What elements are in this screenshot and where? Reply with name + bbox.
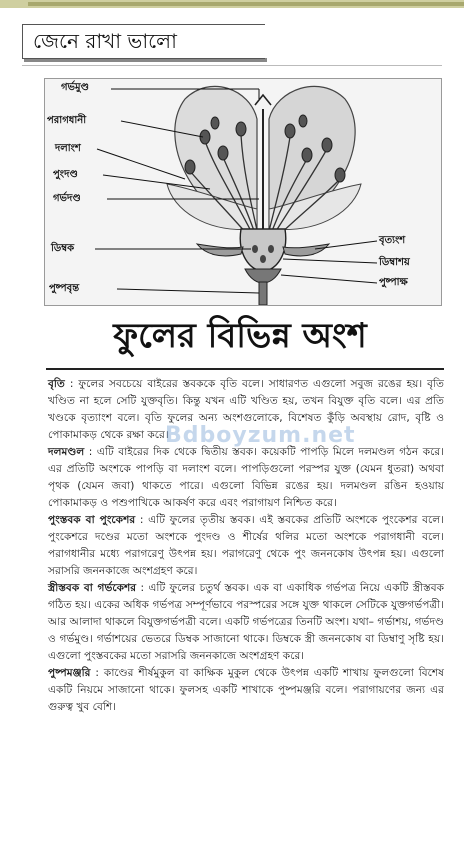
paragraph-text: : ফুলের সবচেয়ে বাইরের স্তবককে বৃতি বলে। সাধারণত এগুলো সবুজ রঙের হয়। বৃতি খণ্ডিত না হলে সেটি যুক্তবৃতি। কিন্তু যখন এটি খণ্ডিত হয়, তখন বিযুক্ত বৃতি বলে। এর প্রতি খণ্ডকে বৃত্যাংশ বলে। বৃতি ফুলের অন্য অংশগুলোকে, বিশেষত কুঁড়ি অবস্থায় রোদ, বৃষ্টি ও পোকামাকড় থেকে রক্ষা করে। [48,378,444,441]
term-heading: স্ত্রীস্তবক বা গর্ভকেশর [48,582,137,594]
term-heading: পুষ্পমঞ্জরি [48,667,91,679]
paragraph-text: : কাণ্ডের শীর্ষমুকুল বা কাক্ষিক মুকুল থেকে উৎপন্ন একটি শাখায় ফুলগুলো বিশেষ একটি নিয়মে সাজানো থাকে। ফুলসহ একটি শাখাকে পুষ্পমঞ্জরি বলে। পরাগায়ণের জন্য এর গুরুত্ব খুব বেশি। [48,667,444,713]
page-title: ফুলের বিভিন্ন অংশ [113,316,367,356]
watermark: Bdboyzum.net [165,423,356,448]
flower-illustration [45,79,441,305]
term-heading: দলমণ্ডল [48,446,85,458]
term-heading: বৃতি [48,378,65,390]
paragraph-gynoecium [48,580,444,665]
label-anther: পরাগধানী [47,115,87,126]
paragraph-inflorescence [48,665,444,716]
top-rule [0,0,464,8]
label-stigma: গর্ভমুণ্ড [61,82,90,93]
label-receptacle: পুষ্পাক্ষ [379,277,408,288]
section-tab-title: জেনে রাখা ভালো [33,29,177,53]
top-rule-accent [28,2,464,6]
label-sepal: বৃত্যংশ [379,235,406,246]
flower-diagram [44,78,442,306]
label-filament: পুংদণ্ড [53,169,78,180]
section-tab [22,24,265,59]
paragraph-androecium [48,512,444,580]
title-underline [46,368,444,370]
term-heading: পুংস্তবক বা পুংকেশর [48,514,136,526]
paragraph-text: : এটি ফুলের চতুর্থ স্তবক। এক বা একাধিক গর্ভপত্র নিয়ে একটি স্ত্রীস্তবক গঠিত হয়। একের অধিক গর্ভপত্র সম্পূর্ণভাবে পরস্পরের সঙ্গে যুক্ত থাকলে সেটিকে যুক্তগর্ভপত্রী। আর আলাদা থাকলে বিযুক্তগর্ভপত্রী বলে। একটি গর্ভপত্রের তিনটি অংশ। যথা– গর্ভাশয়, গর্ভদণ্ড ও গর্ভমুণ্ড। গর্ভাশয়ের ভেতরে ডিম্বক সাজানো থাকে। ডিম্বকে স্ত্রী জননকোষ বা ডিম্বাণু সৃষ্টি হয়। এগুলো পুংস্তবকের মতো সরাসরি জননকাজে অংশগ্রহণ করে। [48,582,444,662]
label-petal: দলাংশ [55,143,81,154]
paragraph-corolla [48,444,444,512]
paragraph-text: : এটি বাইরের দিক থেকে দ্বিতীয় স্তবক। কয়েকটি পাপড়ি মিলে দলমণ্ডল গঠন করে। এর প্রতিটি অংশকে পাপড়ি বা দলাংশ বলে। পাপড়িগুলো পরস্পর যুক্ত (যেমন ধুতরা) অথবা পৃথক (যেমন জবা) থাকতে পারে। এগুলো বিভিন্ন রঙের হয়। দলমণ্ডল রঙিন হওয়ায় পোকামাকড় ও পশুপাখিকে আকর্ষণ করে এবং পরাগায়ণ নিশ্চিত করে। [48,446,444,509]
paragraph-text: : এটি ফুলের তৃতীয় স্তবক। এই স্তবকের প্রতিটি অংশকে পুংকেশর বলে। পুংকেশরে দণ্ডের মতো অংশকে পুংদণ্ড ও শীর্ষের থলির মতো অংশকে পরাগধানী বলে। পরাগধানীর মধ্যে পরাগরেণু উৎপন্ন হয়। পরাগরেণু থেকে পুং জননকোষ উৎপন্ন হয়। এগুলো সরাসরি জননকাজে অংশগ্রহণ করে। [48,514,444,577]
label-ovary: ডিম্বাশয় [379,257,410,268]
label-style: গর্ভদণ্ড [53,193,81,204]
label-pedicel: পুষ্পবৃন্ত [49,283,80,294]
label-ovule: ডিম্বক [51,243,75,254]
divider [22,65,442,66]
